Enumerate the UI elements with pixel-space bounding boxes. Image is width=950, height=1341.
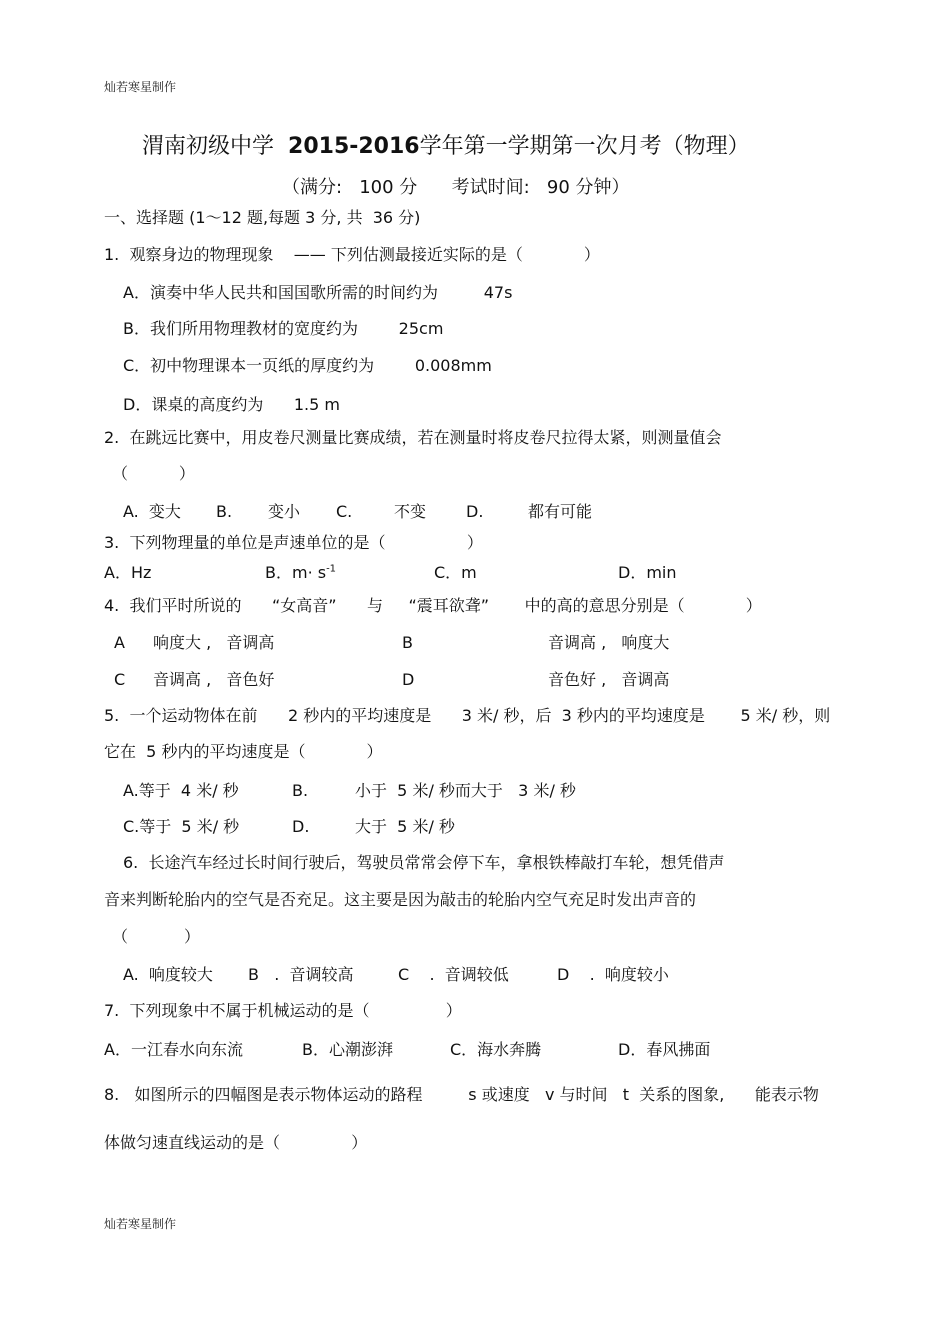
question-4-option-b-label: B [402, 633, 413, 652]
question-4-option-b: 音调高 , 响度大 [548, 633, 670, 652]
question-1-stem: 1. 观察身边的物理现象 —— 下列估测最接近实际的是（ ） [104, 245, 600, 264]
question-7-option-b: B．心潮澎湃 [302, 1040, 393, 1059]
question-4-option-c: 音调高 , 音色好 [153, 670, 275, 689]
question-7-option-a: A．一江春水向东流 [104, 1040, 243, 1059]
question-2-option-d: 都有可能 [528, 502, 593, 521]
section-heading: 一、选择题 (1～12 题,每题 3 分, 共 36 分) [104, 208, 421, 227]
title-school: 渭南初级中学 [142, 134, 275, 159]
page-header: 灿若寒星制作 [104, 80, 177, 94]
question-1-option-b: B．我们所用物理教材的宽度约为 25cm [123, 319, 444, 338]
question-8-stem-continued: 体做匀速直线运动的是（ ） [104, 1133, 368, 1152]
question-5-option-d-label: D. [292, 817, 310, 836]
question-5-option-b-label: B. [292, 781, 309, 800]
question-1-option-d: D．课桌的高度约为 1.5 m [123, 395, 340, 414]
question-4-option-c-label: C [114, 670, 126, 689]
question-7-stem: 7. 下列现象中不属于机械运动的是（ ） [104, 1001, 462, 1020]
question-1-option-c: C．初中物理课本一页纸的厚度约为 0.008mm [123, 356, 492, 375]
question-5-stem: 5. 一个运动物体在前 2 秒内的平均速度是 3 米/ 秒，后 3 秒内的平均速度是 5 米/ 秒，则 [104, 706, 831, 725]
question-2-option-c: 不变 [394, 502, 427, 521]
question-8-stem: 8. 如图所示的四幅图是表示物体运动的路程 s 或速度 v 与时间 t 关系的图象, 能表示物 [104, 1085, 819, 1104]
question-4-option-a-label: A [114, 633, 125, 652]
title-rest: 学年第一学期第一次月考（物理） [419, 134, 750, 159]
title-year: 2015-2016 [288, 134, 420, 159]
question-6-answer-paren: （ ） [112, 927, 200, 946]
question-3-option-a: A．Hz [104, 563, 152, 582]
question-3-stem: 3. 下列物理量的单位是声速单位的是（ ） [104, 533, 483, 552]
question-5-option-a: A.等于 4 米/ 秒 [123, 781, 239, 800]
question-5-stem-continued: 它在 5 秒内的平均速度是（ ） [104, 742, 383, 761]
question-7-option-c: C．海水奔腾 [450, 1040, 542, 1059]
question-2-option-c-label: C. [336, 502, 353, 521]
question-6-option-c: C . 音调较低 [398, 965, 509, 984]
page-footer: 灿若寒星制作 [104, 1217, 177, 1231]
question-4-option-d-label: D [402, 670, 415, 689]
question-3-option-b-exponent: -1 [326, 563, 337, 575]
question-3-option-d: D．min [618, 563, 677, 582]
question-4-option-a: 响度大 , 音调高 [153, 633, 275, 652]
question-2-answer-paren: （ ） [112, 464, 195, 483]
question-6-stem: 6. 长途汽车经过长时间行驶后，驾驶员常常会停下车，拿根铁棒敲打车轮，想凭借声 [123, 853, 725, 872]
exam-subtitle: （满分: 100 分 考试时间: 90 分钟） [282, 177, 630, 198]
question-2-stem: 2. 在跳远比赛中，用皮卷尺测量比赛成绩，若在测量时将皮卷尺拉得太紧，则测量值会 [104, 428, 722, 447]
question-1-option-a: A．演奏中华人民共和国国歌所需的时间约为 47s [123, 283, 513, 302]
question-4-stem: 4. 我们平时所说的 “女高音” 与 “震耳欲聋” 中的高的意思分别是（ ） [104, 596, 762, 615]
question-6-stem-continued: 音来判断轮胎内的空气是否充足。这主要是因为敲击的轮胎内空气充足时发出声音的 [104, 890, 697, 909]
question-2-option-b-label: B. [216, 502, 233, 521]
question-3-option-c: C．m [434, 563, 477, 582]
question-2-option-a: A. 变大 [123, 502, 181, 521]
question-6-option-b: B . 音调较高 [248, 965, 354, 984]
question-2-option-b: 变小 [268, 502, 301, 521]
question-6-option-a: A. 响度较大 [123, 965, 213, 984]
question-7-option-d: D．春风拂面 [618, 1040, 711, 1059]
question-5-option-c: C.等于 5 米/ 秒 [123, 817, 240, 836]
question-2-option-d-label: D. [466, 502, 484, 521]
question-3-option-b-text: B．m· s [265, 563, 327, 582]
question-3-option-b [265, 565, 336, 581]
question-6-option-d: D . 响度较小 [557, 965, 669, 984]
exam-title [142, 136, 750, 158]
question-5-option-b: 小于 5 米/ 秒而大于 3 米/ 秒 [355, 781, 576, 800]
question-5-option-d: 大于 5 米/ 秒 [355, 817, 455, 836]
question-4-option-d: 音色好 , 音调高 [548, 670, 670, 689]
